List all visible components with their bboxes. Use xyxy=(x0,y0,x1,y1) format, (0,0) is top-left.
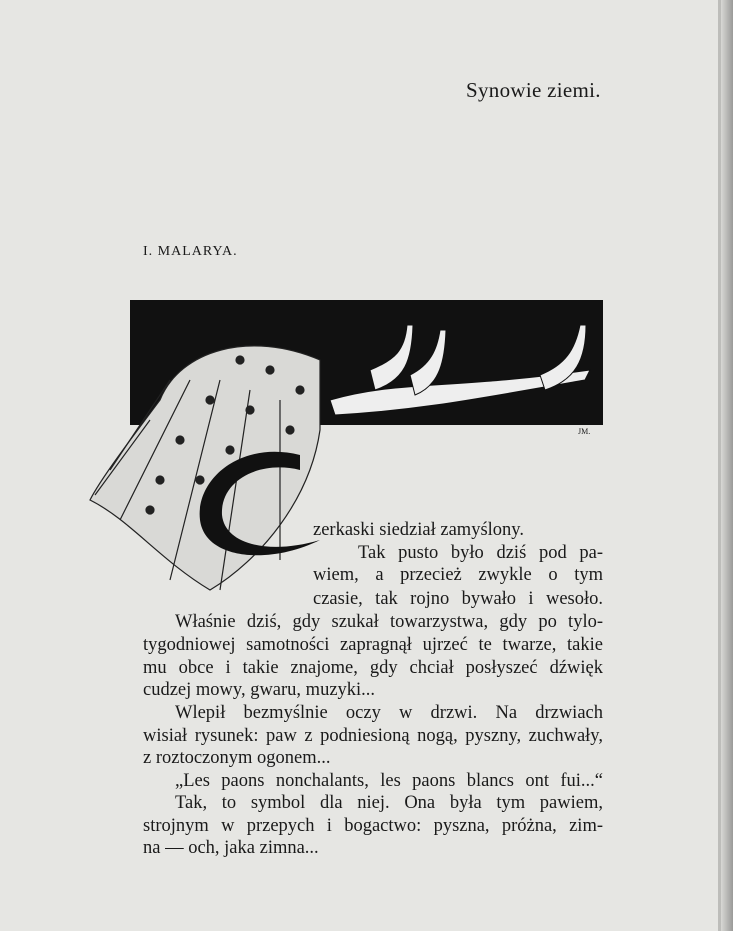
text-line: czasie, tak rojno bywało i wesoło. xyxy=(313,589,603,609)
text-line: zerkaski siedział zamyślony. xyxy=(313,520,524,540)
text-line: z roztoczonym ogonem... xyxy=(143,748,331,768)
running-header: Synowie ziemi. xyxy=(466,78,601,102)
text-line: tygodniowej samotności zapragnął ujrzeć te twarze, takie xyxy=(143,635,603,655)
chapter-title: I. MALARYA. xyxy=(143,244,238,259)
text-line: na — och, jaka zimna... xyxy=(143,838,319,858)
peacock-tail xyxy=(90,346,320,590)
text-line: Właśnie dziś, gdy szukał towarzystwa, gdy po tylo- xyxy=(175,612,603,632)
illustrator-signature: JM. xyxy=(578,427,591,436)
text-line: Tak pusto było dziś pod pa- xyxy=(358,543,603,563)
text-line: „Les paons nonchalants, les paons blancs ont fui...“ xyxy=(175,771,603,791)
text-line: wisiał rysunek: paw z podniesioną nogą, pyszny, zuchwały, xyxy=(143,726,603,746)
text-line: mu obce i takie znajome, gdy chciał posłyszeć dźwięk xyxy=(143,658,603,678)
text-line: wiem, a przecież zwykle o tym xyxy=(313,565,603,585)
text-line: strojnym w przepych i bogactwo: pyszna, próżna, zim- xyxy=(143,816,603,836)
text-line: cudzej mowy, gwaru, muzyki... xyxy=(143,680,376,700)
white-peacocks xyxy=(330,325,590,415)
text-line: Tak, to symbol dla niej. Ona była tym pawiem, xyxy=(175,793,603,813)
text-line: Wlepił bezmyślnie oczy w drzwi. Na drzwiach xyxy=(175,703,603,723)
